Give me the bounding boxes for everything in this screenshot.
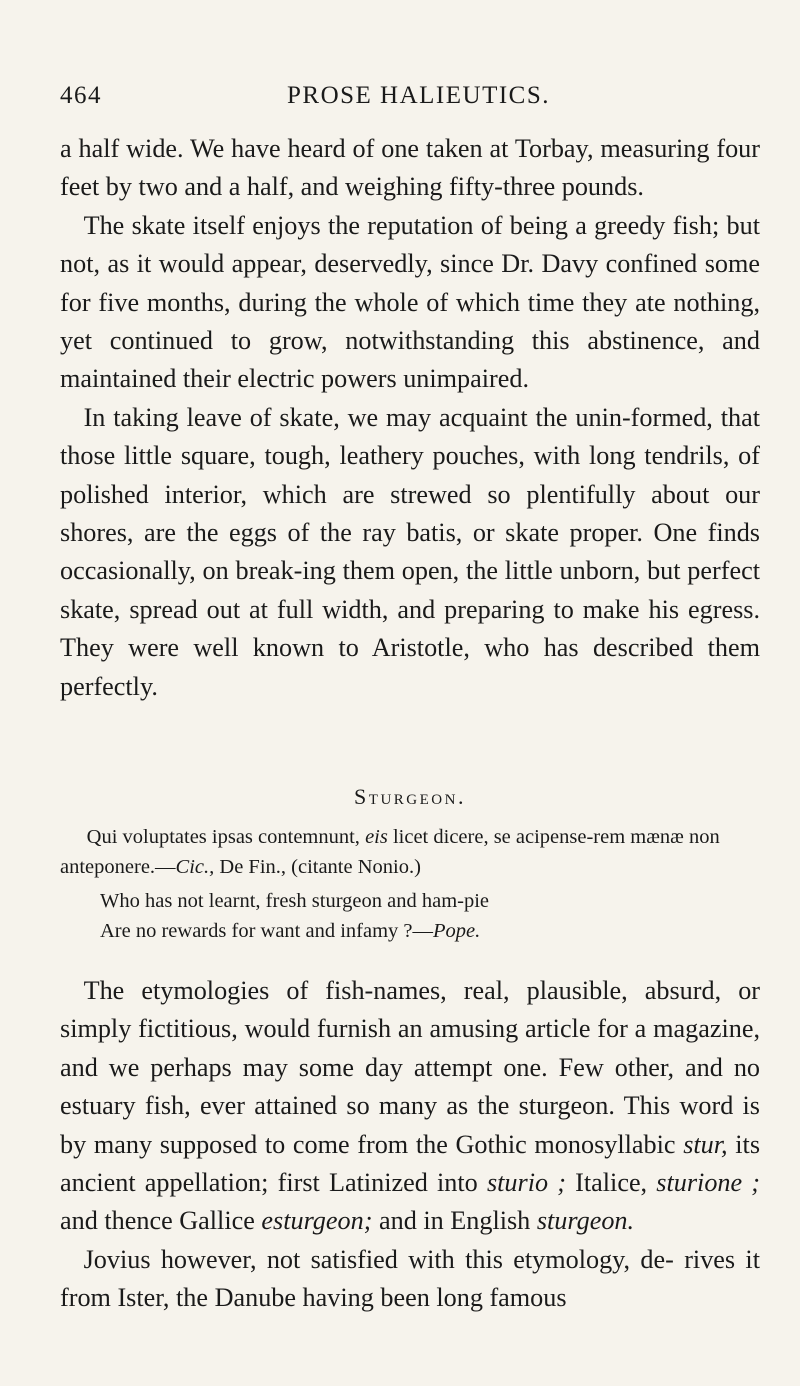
- epigraph-pope-attribution: Pope.: [433, 920, 481, 942]
- etymology-line-8-mid: and in English: [372, 1206, 537, 1236]
- epigraph-pope-line-2-text: Are no rewards for want and infamy ?—: [100, 920, 434, 942]
- paragraph-etymologies: [60, 972, 760, 1241]
- page-number: 464: [60, 82, 102, 109]
- etymology-word-sturio: sturio ;: [486, 1168, 566, 1198]
- etymology-line-6-end: its ancient: [60, 1129, 761, 1198]
- paragraph-greedy-fish: The skate itself enjoys the reputation of being a greedy fish; but not, as it would appear, deservedly, since Dr. Davy confined some for five months, during the whole of which time they ate nothing, yet continued to grow, notwithstanding this abstinence, and maintained their electric powers unimpaired.: [60, 210, 760, 394]
- etymology-word-stur: stur,: [683, 1129, 728, 1159]
- epigraph-cicero-source: Cic.,: [175, 856, 215, 878]
- jovius-line-2: rives it from Ister, the Danube having been long famous: [60, 1244, 760, 1313]
- epigraph-pope-line-1: Who has not learnt, fresh sturgeon and ham-pie: [100, 890, 490, 912]
- epigraph-pope-line-2: [100, 916, 760, 946]
- etymology-line-8: and thence Gallice: [60, 1206, 262, 1236]
- paragraph-jovius: [60, 1241, 760, 1318]
- paragraph-torbay: a half wide. We have heard of one taken at Torbay, measuring four feet by two and a half, and weighing fifty-three pounds.: [60, 134, 760, 202]
- text-block-sturgeon: [60, 972, 760, 1318]
- etymology-line-3: a magazine, and we perhaps may some day attempt one.: [60, 1014, 760, 1082]
- section-title: Sturgeon.: [354, 784, 466, 809]
- etymology-line-5: as the sturgeon. This word is by many supposed to: [60, 1091, 761, 1159]
- page-header: [60, 82, 760, 116]
- running-head: PROSE HALIEUTICS.: [287, 82, 551, 109]
- etymology-line-2: or simply fictitious, would furnish an amusing article for: [60, 976, 761, 1044]
- etymology-line-6: come from the Gothic monosyllabic: [292, 1129, 676, 1159]
- epigraph-cicero-text-e: De Fin., (citante Nonio.): [214, 856, 421, 878]
- text-block-skate: [60, 130, 760, 706]
- etymology-line-7-mid: Italice,: [565, 1168, 657, 1198]
- etymology-line-4: Few other, and no estuary fish, ever attained so many: [60, 1052, 761, 1121]
- epigraph-cicero-text-a: Qui voluptates ipsas contemnunt,: [86, 826, 366, 848]
- jovius-line-1: Jovius however, not satisfied with this etymology, de-: [83, 1244, 674, 1274]
- epigraph-pope: [60, 886, 760, 946]
- etymology-word-esturgeon: esturgeon;: [261, 1206, 373, 1236]
- epigraph-cicero-eis: eis: [365, 826, 388, 848]
- book-page: [60, 0, 760, 1386]
- paragraph-skate-eggs: In taking leave of skate, we may acquaint the unin-formed, that those little square, tough, leathery pouches, with long tendrils, of polished interior, which are strewed so plentifully about our shores, are the eggs of the ray batis, or skate proper. One finds occasionally, on break-ing them open, the little unborn, but perfect skate, spread out at full width, and preparing to make his egress. They were well known to Aristotle, who has described them perfectly.: [60, 402, 760, 701]
- etymology-line-7: appellation; first Latinized into: [144, 1168, 487, 1198]
- etymology-word-sturione: sturione ;: [656, 1168, 761, 1198]
- etymology-word-sturgeon: sturgeon.: [536, 1206, 635, 1236]
- epigraph-cicero-text-c: licet dicere, se acipense-rem mænæ non anteponere.—: [60, 826, 720, 878]
- epigraph-cicero: [60, 822, 760, 882]
- etymology-line-1: The etymologies of fish-names, real, plausible, absurd,: [83, 976, 722, 1005]
